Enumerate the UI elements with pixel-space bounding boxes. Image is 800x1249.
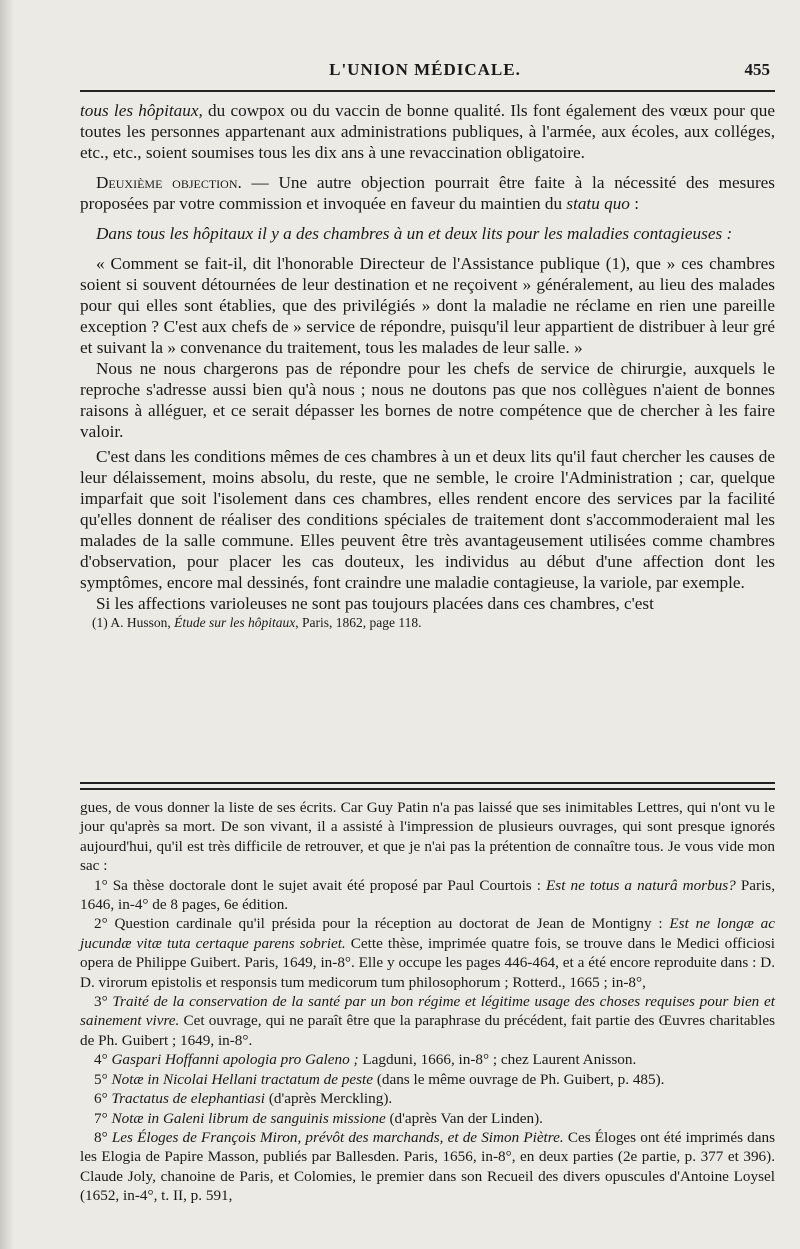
- item-title: Les Éloges de François Miron, prévôt des marchands, et de Simon Piètre.: [111, 1128, 564, 1146]
- item-text: (dans le même ouvrage de Ph. Guibert, p. 485).: [373, 1070, 665, 1088]
- list-item: [80, 1089, 775, 1108]
- item-number: 5°: [94, 1070, 112, 1088]
- paragraph-continued: Si les affections varioleuses ne sont pas toujours placées dans ces chambres, c'est: [96, 594, 654, 613]
- footnote: [80, 614, 775, 632]
- feuilleton-section: [80, 798, 775, 1206]
- objection-end: :: [629, 194, 639, 213]
- item-title: Traité de la conservation de la santé par un bon régime et légitime usage des choses requises pour bien et sainement vivre.: [80, 993, 775, 1030]
- paragraph-italic-lead: tous les hôpitaux,: [80, 101, 203, 120]
- item-text: Lagduni, 1666, in-8° ; chez Laurent Anisson.: [358, 1051, 637, 1069]
- item-number: 4°: [94, 1051, 112, 1069]
- quote-block: « Comment se fait-il, dit l'honorable Directeur de l'Assistance publique (1), que » ces chambres soient si souvent détournées de leur destination et ne reçoivent » généralement, au lieu des malades pour qui elles sont établies, que des privilégiés » dont la maladie ne réclame en rien une pareille exception ? C'est aux chefs de » service de répondre, puisqu'il leur appartient de distribuer à leur gré et suivant la » convenance du traitement, tous les malades de leur salle. »: [80, 254, 775, 357]
- item-number: 2° Question cardinale qu'il présida pour la réception au doctorat de Jean de Montigny :: [94, 915, 670, 933]
- list-item: [80, 992, 775, 1050]
- item-text: Paris, 1646, in-4° de 8 pages, 6e édition.: [80, 876, 775, 914]
- list-item: [80, 1128, 775, 1206]
- item-title: Tractatus de elephantiasi: [111, 1090, 266, 1108]
- list-item: [80, 1070, 775, 1089]
- objection-italic: statu quo: [566, 194, 630, 213]
- main-article: [80, 100, 775, 632]
- item-title: Gaspari Hoffanni apologia pro Galeno ;: [111, 1051, 359, 1069]
- item-number: 7°: [94, 1109, 112, 1127]
- page-number: 455: [744, 60, 770, 79]
- paragraph-objection: [80, 172, 775, 214]
- objection-label: Deuxième objection.: [96, 173, 242, 192]
- feuilleton-intro: gues, de vous donner la liste de ses écrits. Car Guy Patin n'a pas laissé que ses inimitables Lettres, qui n'ont vu le jour qu'après sa mort. De son vivant, il a assisté à l'impression de plusieurs ouvrages, qui sont presque ignorés aujourd'hui, qu'il est très difficile de retrouver, et que je n'ai pas la prétention de connaître tous. Je vous vide mon sac :: [80, 799, 775, 875]
- page-edge: [0, 0, 14, 1249]
- item-text: (d'après Van der Linden).: [385, 1109, 543, 1127]
- item-title: Notæ in Nicolai Hellani tractatum de peste: [111, 1070, 374, 1088]
- footnote-prefix: (1) A. Husson,: [92, 615, 175, 630]
- paragraph-vaccination: [80, 100, 775, 163]
- item-text: Cette thèse, imprimée quatre fois, se trouve dans le Medici officiosi opera de Philippe Guibert. Paris, 1649, in-8°. Elle y occupe les pages 446-464, et a été encore reproduite dans : D. D. virorum epistolis et responsis tum medicorum tum philosophorum ; Rotterd., 1665 ; in-8°,: [80, 934, 775, 991]
- item-title: Est ne longæ ac jucundæ vitæ tuta certaque parens sobriet.: [80, 915, 775, 952]
- footnote-title: Étude sur les hôpitaux: [174, 615, 296, 630]
- item-number: 1° Sa thèse doctorale dont le sujet avait été proposé par Paul Courtois :: [94, 876, 547, 894]
- running-head: [80, 60, 770, 86]
- italic-heading: [80, 223, 775, 244]
- objection-text: — Une autre objection pourrait être faite à la nécessité des mesures proposées par votre commission et invoquée en faveur du maintien du: [80, 173, 775, 213]
- italic-heading-text: Dans tous les hôpitaux il y a des chambres à un et deux lits pour les maladies contagieuses :: [96, 224, 733, 243]
- feuilleton-divider: [80, 782, 775, 790]
- paragraph-response: Nous ne nous chargerons pas de répondre pour les chefs de service de chirurgie, auxquels le reproche s'adresse aussi bien qu'à nous ; nous ne doutons pas que nos collègues n'aient de bonnes raisons à alléguer, et ce serait dépasser les bornes de notre compétence que de chercher à les faire valoir.: [80, 359, 775, 441]
- item-number: 8°: [94, 1128, 112, 1146]
- item-text: (d'après Merckling).: [265, 1090, 393, 1108]
- list-item: [80, 1050, 775, 1069]
- item-number: 3°: [94, 993, 113, 1011]
- item-title: Notæ in Galeni librum de sanguinis missione: [111, 1109, 386, 1127]
- paragraph-text: du cowpox ou du vaccin de bonne qualité. Ils font également des vœux pour que toutes les personnes appartenant aux administrations publiques, à l'armée, aux écoles, aux colléges, etc., etc., soient soumises tous les dix ans à une revaccination obligatoire.: [80, 101, 775, 162]
- list-item: [80, 876, 775, 915]
- header-rule: [80, 90, 775, 92]
- list-item: [80, 914, 775, 992]
- item-title: Est ne totus a naturâ morbus?: [546, 876, 736, 894]
- item-text: Ces Éloges ont été imprimés dans les Elogia de Papire Masson, publiés par Ballesden. Paris, 1656, in-8°, en deux parties (2e partie, p. 377 et 396). Claude Joly, chanoine de Paris, et Colomies, le premier dans son Recueil des divers opuscules d'Antoine Loysel (1652, in-4°, t. II, p. 591,: [80, 1128, 776, 1205]
- journal-title: L'UNION MÉDICALE.: [329, 60, 521, 79]
- list-item: [80, 1109, 775, 1128]
- paragraph-conditions: C'est dans les conditions mêmes de ces chambres à un et deux lits qu'il faut chercher les causes de leur délaissement, moins absolu, du reste, que ne semble, le croire l'Administration ; car, quelque imparfait que soit l'isolement dans ces chambres, elles rendent encore des services par la facilité qu'elles donnent de réaliser des conditions spéciales de traitement dont s'accommoderaient mal les malades de la salle commune. Elles peuvent être très avantageusement utilisées comme chambres d'observation, pour placer les cas douteux, les individus au début d'une affection dont les symptômes, encore mal dessinés, font craindre une maladie contagieuse, la variole, par exemple.: [80, 447, 775, 592]
- item-text: Cet ouvrage, qui ne paraît être que la paraphrase du précédent, fait partie des Œuvres charitables de Ph. Guibert ; 1649, in-8°.: [80, 1012, 776, 1049]
- footnote-suffix: , Paris, 1862, page 118.: [295, 615, 422, 630]
- item-number: 6°: [94, 1090, 112, 1108]
